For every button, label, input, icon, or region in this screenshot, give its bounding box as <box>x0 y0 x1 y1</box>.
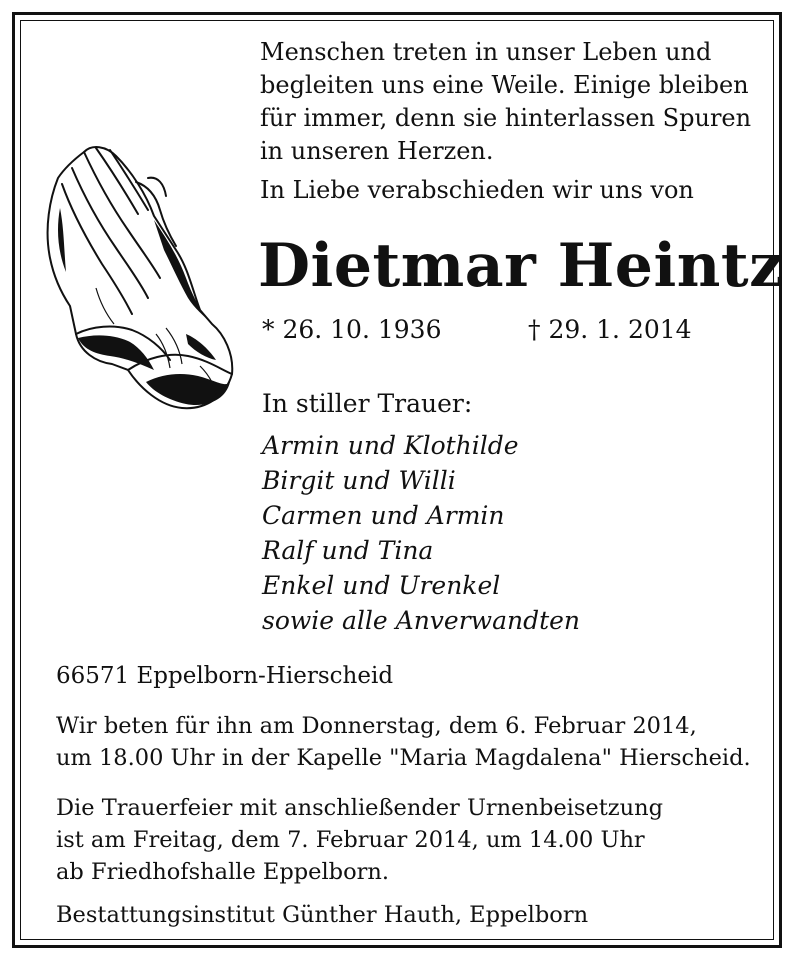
mourner-entry: sowie alle Anverwandten <box>262 606 581 635</box>
mourning-heading: In stiller Trauer: <box>262 389 473 418</box>
verse-line: für immer, denn sie hinterlassen Spuren <box>260 104 752 132</box>
praying-hands-icon <box>36 138 236 414</box>
deceased-name: Dietmar Heintz <box>258 231 784 301</box>
farewell-intro: In Liebe verabschieden wir uns von <box>260 176 694 204</box>
mourner-entry: Birgit und Willi <box>262 466 456 495</box>
memorial-verse <box>260 36 751 168</box>
verse-line: Menschen treten in unser Leben und <box>260 38 712 66</box>
ceremony-line: ab Friedhofshalle Eppelborn. <box>56 859 390 885</box>
mourner-entry: Carmen und Armin <box>262 501 505 530</box>
mourners-list <box>262 428 580 638</box>
prayer-service-info <box>56 710 751 774</box>
birth-date: * 26. 10. 1936 <box>262 315 442 344</box>
funeral-ceremony-info <box>56 792 663 888</box>
mourner-entry: Armin und Klothilde <box>262 431 519 460</box>
residence-place: 66571 Eppelborn-Hierscheid <box>56 663 394 689</box>
verse-line: in unseren Herzen. <box>260 137 494 165</box>
mourner-entry: Ralf und Tina <box>262 536 434 565</box>
mourner-entry: Enkel und Urenkel <box>262 571 501 600</box>
undertaker-name: Bestattungsinstitut Günther Hauth, Eppelborn <box>56 902 589 928</box>
death-date: † 29. 1. 2014 <box>528 315 692 344</box>
verse-line: begleiten uns eine Weile. Einige bleiben <box>260 71 749 99</box>
ceremony-line: ist am Freitag, dem 7. Februar 2014, um 14.00 Uhr <box>56 827 645 853</box>
service-line: um 18.00 Uhr in der Kapelle "Maria Magdalena" Hierscheid. <box>56 745 751 771</box>
service-line: Wir beten für ihn am Donnerstag, dem 6. Februar 2014, <box>56 713 697 739</box>
ceremony-line: Die Trauerfeier mit anschließender Urnenbeisetzung <box>56 795 664 821</box>
